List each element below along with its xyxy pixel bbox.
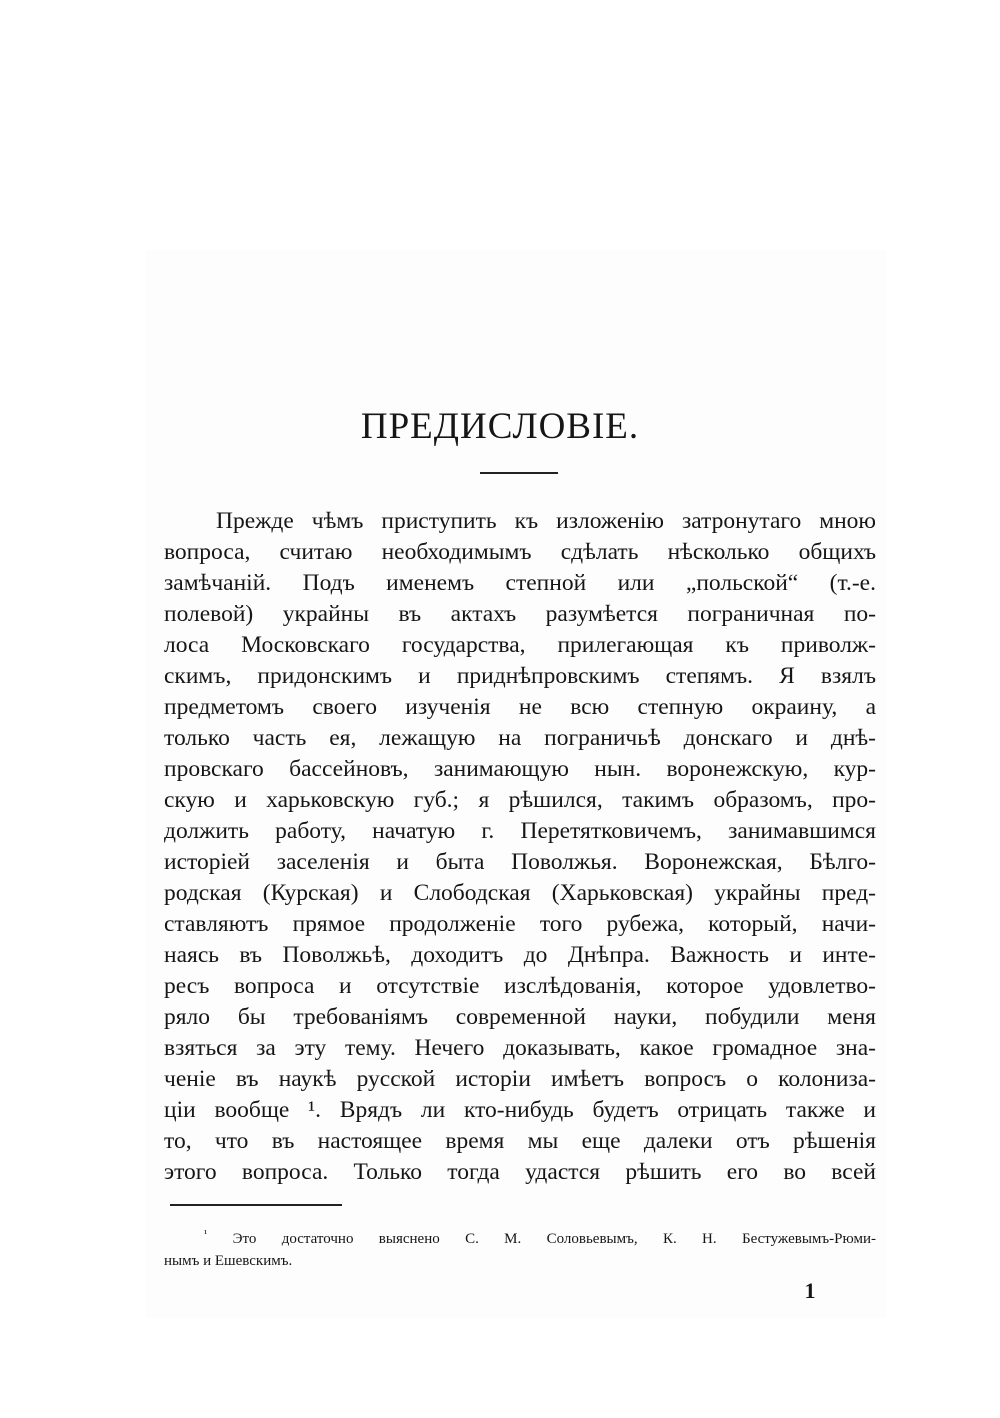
paragraph-line: ставляютъ прямое продолженіе того рубежа, который, начи- [164,911,876,937]
paragraph-line: то, что въ настоящее время мы еще далеки отъ рѣшенія [164,1128,876,1154]
footnote-line [164,1221,876,1248]
footnote-marker: ¹ [204,1228,208,1240]
paragraph-line: провскаго бассейновъ, занимающую нын. воронежскую, кур- [164,756,876,782]
paragraph-line: полевой) украйны въ актахъ разумѣется пограничная по- [164,601,876,627]
paragraph-line: исторіей заселенія и быта Поволжья. Воронежская, Бѣлго- [164,849,876,875]
paragraph-line: только часть ея, лежащую на пограничьѣ донскаго и днѣ- [164,725,876,751]
paragraph-line: скимъ, придонскимъ и приднѣпровскимъ степямъ. Я взялъ [164,663,876,689]
footnote-rule [170,1204,342,1206]
paragraph-line: взяться за эту тему. Нечего доказывать, какое громадное зна- [164,1035,876,1061]
paragraph-line: ціи вообще ¹. Врядъ ли кто-нибудь будетъ отрицать также и [164,1097,876,1123]
paragraph-line: должить работу, начатую г. Перетятковичемъ, занимавшимся [164,818,876,844]
footnote-text: Это достаточно выяснено С. М. Соловьевымъ, К. Н. Бестужевымъ-Рюми- [232,1231,877,1247]
footnote [164,1221,876,1275]
body-paragraph [164,506,876,1188]
paragraph-line: ресъ вопроса и отсутствіе изслѣдованія, которое удовлетво- [164,973,876,999]
paragraph-line: наясь въ Поволжьѣ, доходитъ до Днѣпра. Важность и инте- [164,942,876,968]
page-title: ПРЕДИСЛОВІЕ. [360,406,640,447]
paragraph-line: скую и харьковскую губ.; я рѣшился, такимъ образомъ, про- [164,787,876,813]
page-number: 1 [804,1278,816,1303]
title-rule [480,472,558,474]
paragraph-line: вопроса, считаю необходимымъ сдѣлать нѣсколько общихъ [164,539,876,565]
footnote-line: нымъ и Ешевскимъ. [164,1253,293,1269]
paragraph-line: предметомъ своего изученія не всю степную окраину, а [164,694,876,720]
paragraph-line: лоса Московскаго государства, прилегающая къ приволж- [164,632,876,658]
paragraph-line: Прежде чѣмъ приступить къ изложенію затронутаго мною [216,508,876,534]
paragraph-line: ряло бы требованіямъ современной науки, побудили меня [164,1004,876,1030]
paragraph-line: родская (Курская) и Слободская (Харьковская) украйны пред- [164,880,876,906]
paragraph-line: замѣчаній. Подъ именемъ степной или „польской“ (т.-е. [164,570,876,596]
paragraph-line: этого вопроса. Только тогда удастся рѣшить его во всей [164,1159,876,1185]
paragraph-line: ченіе въ наукѣ русской исторіи имѣетъ вопросъ о колониза- [164,1066,876,1092]
